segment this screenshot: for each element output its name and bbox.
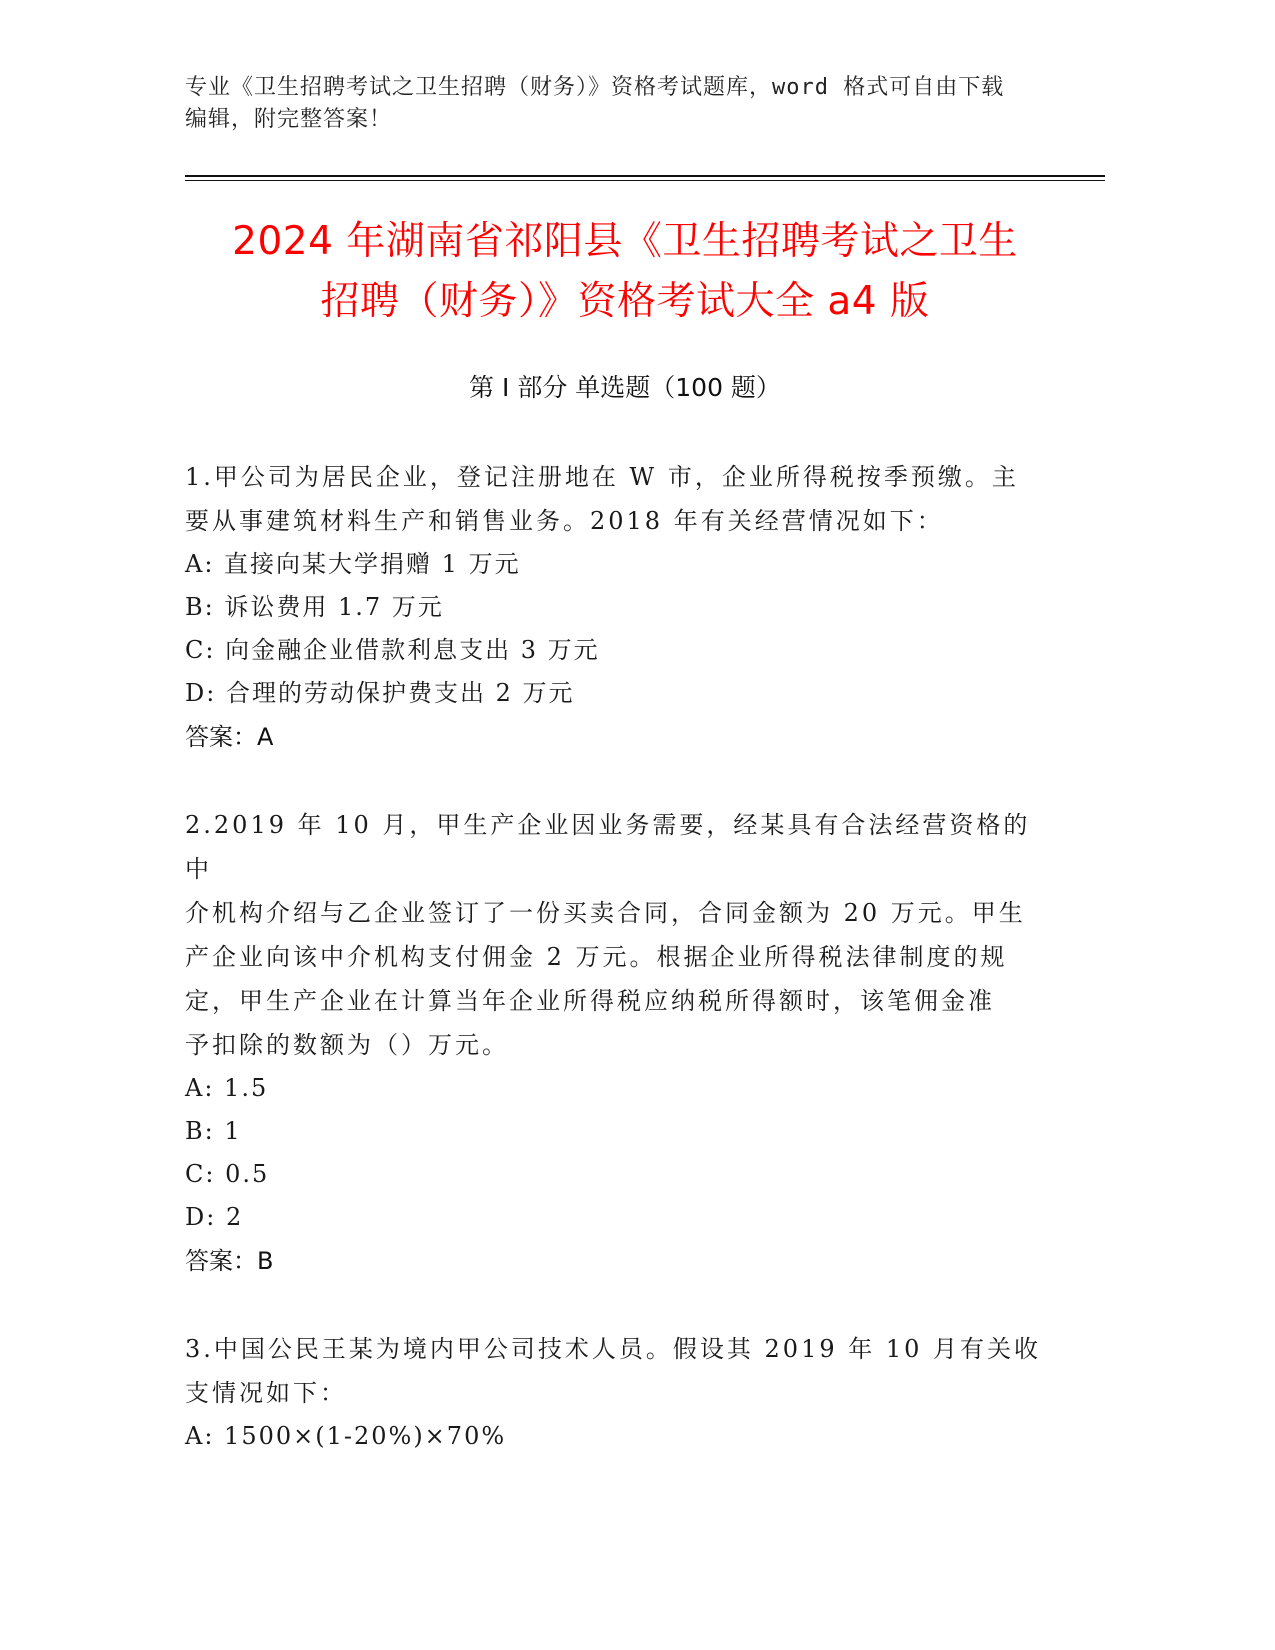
document-title-line-1: 2024 年湖南省祁阳县《卫生招聘考试之卫生 xyxy=(232,219,1018,264)
question-2-option-c: C: 0.5 xyxy=(185,1160,270,1188)
question-2-stem xyxy=(185,803,1045,1067)
question-1-option-d: D: 合理的劳动保护费支出 2 万元 xyxy=(185,679,575,707)
question-1-option-a: A: 直接向某大学捐赠 1 万元 xyxy=(185,550,521,578)
question-1-stem-line-2: 要从事建筑材料生产和销售业务。2018 年有关经营情况如下： xyxy=(185,507,944,535)
section-title: 第 I 部分 单选题（100 题） xyxy=(469,373,781,402)
question-2-option-b: B: 1 xyxy=(185,1117,242,1145)
question-3 xyxy=(185,1327,1045,1458)
question-2-answer: 答案：B xyxy=(185,1247,274,1275)
header-note-line-2: 编辑，附完整答案！ xyxy=(185,107,393,132)
question-list xyxy=(185,455,1045,1502)
question-3-option-a: A: 1500×(1-20%)×70% xyxy=(185,1422,507,1450)
header-note xyxy=(185,72,1085,136)
question-1-answer: 答案：A xyxy=(185,723,274,751)
question-2 xyxy=(185,803,1045,1283)
document-title-line-2: 招聘（财务）》资格考试大全 a4 版 xyxy=(320,279,930,324)
header-rule-thick xyxy=(185,175,1105,177)
question-3-stem xyxy=(185,1327,1045,1415)
question-2-option-d: D: 2 xyxy=(185,1203,244,1231)
header-rule-thin xyxy=(185,180,1105,181)
question-2-stem-line-1: 2.2019 年 10 月，甲生产企业因业务需要，经某具有合法经营资格的中 xyxy=(185,811,1031,883)
question-2-stem-line-3: 产企业向该中介机构支付佣金 2 万元。根据企业所得税法律制度的规 xyxy=(185,943,1008,971)
question-1-option-c: C: 向金融企业借款利息支出 3 万元 xyxy=(185,636,600,664)
question-3-stem-line-2: 支情况如下： xyxy=(185,1379,347,1407)
question-2-stem-line-5: 予扣除的数额为（）万元。 xyxy=(185,1031,509,1059)
document-title xyxy=(185,212,1065,332)
question-2-stem-line-2: 介机构介绍与乙企业签订了一份买卖合同，合同金额为 20 万元。甲生 xyxy=(185,899,1026,927)
question-3-stem-line-1: 3.中国公民王某为境内甲公司技术人员。假设其 2019 年 10 月有关收 xyxy=(185,1335,1042,1363)
question-1-stem-line-1: 1.甲公司为居民企业，登记注册地在 W 市，企业所得税按季预缴。主 xyxy=(185,463,1019,491)
header-note-line-1: 专业《卫生招聘考试之卫生招聘（财务）》资格考试题库，word 格式可自由下载 xyxy=(185,75,1005,100)
question-1-option-b: B: 诉讼费用 1.7 万元 xyxy=(185,593,444,621)
question-2-stem-line-4: 定，甲生产企业在计算当年企业所得税应纳税所得额时，该笔佣金准 xyxy=(185,987,995,1015)
question-1-stem xyxy=(185,455,1045,543)
question-1 xyxy=(185,455,1045,759)
question-2-option-a: A: 1.5 xyxy=(185,1074,269,1102)
